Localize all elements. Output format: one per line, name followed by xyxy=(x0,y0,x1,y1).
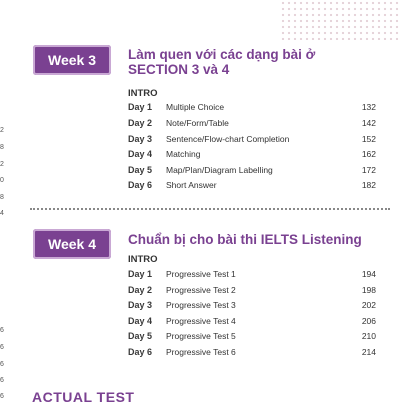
toc-row[interactable] xyxy=(128,165,376,179)
day-label: Day 1 xyxy=(128,102,153,112)
toc-row[interactable] xyxy=(128,180,376,194)
toc-row[interactable] xyxy=(128,134,376,148)
week-4-intro: INTRO xyxy=(128,254,158,265)
halftone-decoration xyxy=(280,0,400,40)
week-3-title-line1: Làm quen với các dạng bài ở xyxy=(128,47,316,62)
day-label: Day 5 xyxy=(128,331,153,341)
toc-row[interactable] xyxy=(128,347,376,361)
page-number: 142 xyxy=(361,118,376,128)
page-number: 152 xyxy=(361,134,376,144)
week-3-title xyxy=(128,47,388,77)
day-label: Day 2 xyxy=(128,118,153,128)
page-number: 172 xyxy=(361,165,376,175)
page-number: 206 xyxy=(361,316,376,326)
day-label: Day 5 xyxy=(128,165,153,175)
topic-label: Map/Plan/Diagram Labelling xyxy=(166,165,273,175)
toc-row[interactable] xyxy=(128,316,376,330)
toc-row[interactable] xyxy=(128,285,376,299)
dotted-divider xyxy=(30,208,390,210)
page-number: 132 xyxy=(361,102,376,112)
edge-number: 2 xyxy=(0,161,4,168)
toc-row[interactable] xyxy=(128,149,376,163)
page-number: 202 xyxy=(361,300,376,310)
day-label: Day 3 xyxy=(128,134,153,144)
edge-number: 6 xyxy=(0,393,4,400)
day-label: Day 4 xyxy=(128,149,153,159)
day-label: Day 6 xyxy=(128,347,153,357)
topic-label: Multiple Choice xyxy=(166,102,225,112)
page-number: 210 xyxy=(361,331,376,341)
topic-label: Progressive Test 4 xyxy=(166,316,236,326)
edge-number: 6 xyxy=(0,327,4,334)
week-4-title xyxy=(128,232,388,247)
toc-row[interactable] xyxy=(128,300,376,314)
page-number: 162 xyxy=(361,149,376,159)
topic-label: Short Answer xyxy=(166,180,217,190)
topic-label: Sentence/Flow-chart Completion xyxy=(166,134,290,144)
topic-label: Progressive Test 3 xyxy=(166,300,236,310)
topic-label: Note/Form/Table xyxy=(166,118,229,128)
day-label: Day 2 xyxy=(128,285,153,295)
week-4-badge: Week 4 xyxy=(33,229,111,259)
topic-label: Progressive Test 5 xyxy=(166,331,236,341)
week-3-badge: Week 3 xyxy=(33,45,111,75)
page-number: 198 xyxy=(361,285,376,295)
day-label: Day 6 xyxy=(128,180,153,190)
edge-number: 2 xyxy=(0,127,4,134)
topic-label: Matching xyxy=(166,149,201,159)
edge-number: 8 xyxy=(0,144,4,151)
day-label: Day 1 xyxy=(128,269,153,279)
page-number: 194 xyxy=(361,269,376,279)
day-label: Day 3 xyxy=(128,300,153,310)
edge-number: 6 xyxy=(0,344,4,351)
week-4-title-line1: Chuẩn bị cho bài thi IELTS Listening xyxy=(128,232,362,247)
edge-number: 6 xyxy=(0,377,4,384)
day-label: Day 4 xyxy=(128,316,153,326)
edge-number: 6 xyxy=(0,361,4,368)
topic-label: Progressive Test 2 xyxy=(166,285,236,295)
toc-row[interactable] xyxy=(128,118,376,132)
page-number: 214 xyxy=(361,347,376,357)
week-3-title-line2: SECTION 3 và 4 xyxy=(128,62,230,77)
toc-row[interactable] xyxy=(128,331,376,345)
page-number: 182 xyxy=(361,180,376,190)
topic-label: Progressive Test 6 xyxy=(166,347,236,357)
toc-row[interactable] xyxy=(128,269,376,283)
next-section-heading: ACTUAL TEST xyxy=(32,389,135,405)
edge-number: 4 xyxy=(0,210,4,217)
edge-number: 0 xyxy=(0,177,4,184)
week-3-intro: INTRO xyxy=(128,88,158,99)
edge-number: 8 xyxy=(0,194,4,201)
toc-row[interactable] xyxy=(128,102,376,116)
topic-label: Progressive Test 1 xyxy=(166,269,236,279)
